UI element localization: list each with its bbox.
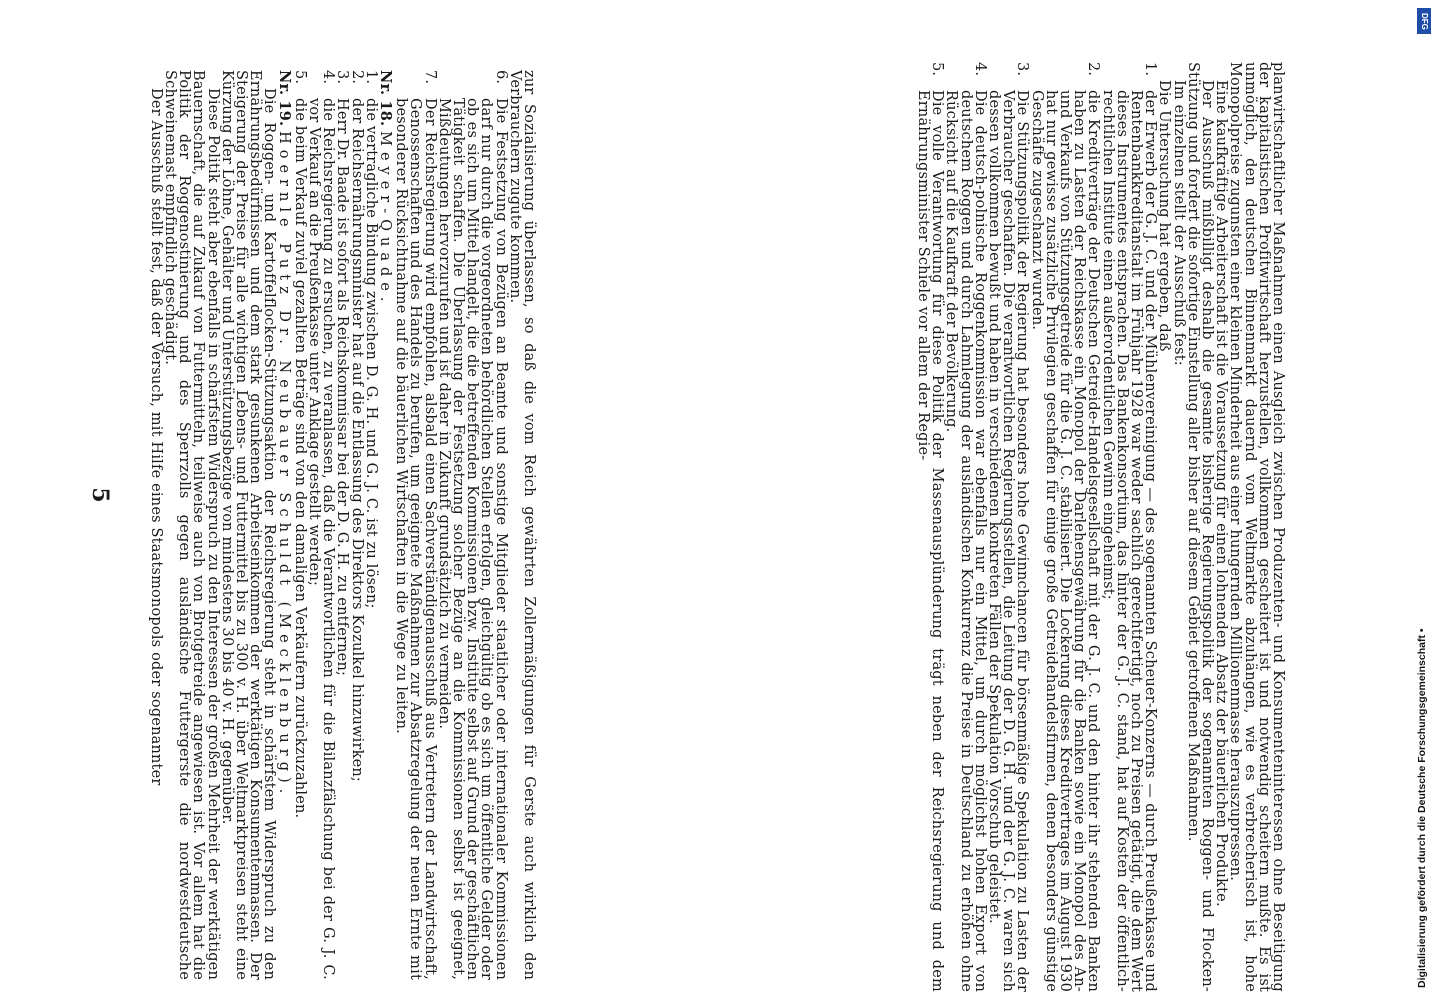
item-number: 3. [1014, 62, 1031, 77]
item-number: 1. [362, 70, 379, 85]
item-text: Herr Dr. Baade ist sofort als Reichskommissar bei der D. G. H. zu entfernen; [334, 98, 351, 677]
continued-paragraph: zur Sozialisierung überlassen, so daß die vom Reich gewährten Zollermäßigungen für Gerste auch wirklich den Verbrauchern zugute kommen. [506, 70, 537, 980]
findings-list [916, 62, 1157, 992]
item-number: 2. [348, 70, 365, 85]
motion-author: Hoernle Putz Dr. Neubauer Schuldt (Mecklenburg). [275, 131, 292, 800]
item-number: 4. [320, 70, 337, 85]
motion-heading-nr18 [378, 70, 392, 980]
item-text: die beim Verkauf zuviel gezahlten Beträge sind von den damaligen Verkäufern zurückzuzahlen. [291, 98, 308, 819]
motion-number: Nr. 19. [275, 70, 293, 127]
item-text: Der Reichsregierung wird empfohlen, alsbald einen Sachverständigenausschuß aus Vertretern der Landwirtschaft, Genossenschaften und des Handels zu berufen, um geeignete Maßnahmen zur Absatzregelung der neuen Ernte mit besonderer Rücksichtnahme auf die bäuerlichen Wirtschaften in die Wege zu leiten. [393, 98, 438, 980]
paragraph: Im einzelnen stellt der Ausschuß fest: [1170, 80, 1187, 366]
item-text: der Erwerb der G. J. C. und der Mühlenvereinigung — des sogenannten Scheuer-Konzerns — durch Preußenkasse und Rentenbankkreditanstalt im Frühjahr 1928 war weder sachlich gerechtfertigt, noch zu Preisen getätigt, die dem Wert dieses Instrumentes entsprachen. Das Bankenkonsortium, das hinter der G. J. C. stand, hat auf Kosten der öffentlich-rechtlichen Institute einen außerordentlichen Gewinn eingeheimst; [1099, 90, 1159, 992]
item-text: die Kreditverträge der Deutschen Getreide-Handelsgesellschaft mit der G. J. C. und den hinter ihr stehenden Banken haben zu Lasten der Reichskasse ein Monopol der Darlehensgewährung für die Banken sowie ein Monopol des An- und Verkaufs von Stützungsgetreide für die G. J. C. stabilisiert. Die Lockerung dieses Kreditvertrages im August 1930 hat nur gewisse zusätzliche Privilegien geschaffen für einige große Getreidehandelsfirmen, denen besonders günstige Geschäfte zugeschanzt wurden. [1028, 90, 1102, 992]
list-item [349, 70, 363, 980]
paragraph: Der Ausschuß stellt fest, daß der Versuch, mit Hilfe eines Staatsmonopols oder sogenannter [147, 88, 164, 786]
paragraph: Die Roggen- und Kartoffelflocken-Stützungsaktion der Reichsregierung steht in schärfstem Widerspruch zu den Ernährungsbedürfnissen und dem stark gesunkenen Arbeitseinkommen der werktätigen Konsumentenmassen. Der Steigerung der Preise für alle wichtigen Lebens- und Futtermittel bis zu 300 v. H. über Weltmarktpreisen steht eine Kürzung der Löhne, Gehälter und Unterstützungsbezüge von mindestens 30 bis 40 v. H. gegenüber. [218, 70, 278, 980]
paragraph: Die Untersuchung hat ergeben, daß [1156, 80, 1173, 352]
item-number: 1. [1142, 62, 1159, 77]
list-item [1029, 62, 1100, 992]
list-item [987, 62, 1030, 992]
paragraph: Diese Politik steht aber ebenfalls in schärfstem Widerspruch zu den Interessen der großen Mehrheit der werktätigen Bauernschaft, die auf Zukauf von Futtermitteln, teilweise auch von Brotgetreide angewiesen ist. Vor allem hat die Politik der Roggenostinierung und des Sperrzolls gegen ausländische Futtergerste die nordwestdeutsche Schweinemast empfindlich geschädigt. [161, 70, 221, 980]
item-number: 3. [334, 70, 351, 85]
item-text: die vertragliche Bindung zwischen D. G. H. und G. J. C. ist zu lösen; [362, 98, 379, 609]
motion-heading-nr19 [275, 70, 293, 980]
paragraph: Der Ausschuß mißbilligt deshalb die gesamte bisherige Regierungspolitik der sogenannten Roggen- und Flocken-Stützung und fordert die sofortige Einstellung aller bisher auf diesem Gebiet getroffenen Maßnahmen. [1184, 62, 1215, 992]
item-number: 6. [492, 70, 509, 85]
item-number: 5. [291, 70, 308, 85]
list-item [394, 70, 437, 980]
list-item [307, 70, 335, 980]
list-item [293, 70, 307, 980]
item-text: Die Festsetzung von Bezügen an Beamte und sonstige Mitglieder staatlicher oder internationaler Kommissionen darf nur durch die vorgeordneten behördlichen Stellen erfolgen, gleichgültig ob es sich um öffentliche Gelder oder ob es sich um Mittel handelt, die die betreffenden Kommissionen bzw. Institute selbst auf Grund der geschäftlichen Tätigkeit schaffen. Die Überlassung der Festsetzung solcher Bezüge an die Kommissionen selbst ist geeignet, Mißdeutungen hervorzurufen und ist daher in Zukunft grundsätzlich zu vermeiden. [435, 98, 509, 980]
list-item [1100, 62, 1157, 992]
item-number: 2. [1085, 62, 1102, 77]
dfg-logo: DFG [1417, 8, 1431, 34]
item-text: Die deutsch-polnische Roggenkommission war ebenfalls nur ein Mittel, um durch möglichst hohen Export von deutschem Roggen und durch Lahmlegung der ausländischen Konkurrenz die Preise in Deutschland zu erhöhen ohne Rücksicht auf die Kaufkraft der Bevölkerung. [943, 90, 988, 992]
motion-number: Nr. 18. [376, 70, 394, 127]
list-item [437, 70, 508, 980]
item-text: Die Stützungspolitik der Regierung hat besonders hohe Gewinnchancen für börsenmäßige Spekulation zu Lasten der Verbraucher geschaffen. Die verantwortlichen Regierungsstellen, die Leitung der D. G. H. und der G. J. C. waren sich dessen vollkommen bewußt und haben in verschiedenen konkreten Fällen der Spekulation Vorschub geleistet. [985, 90, 1031, 992]
right-text-column [916, 62, 1285, 992]
item-text: Die volle Verantwortung für diese Politik der Massenausplünderung trägt neben der Reichsregierung und dem Ernährungsminister Schiele vor allem der Regie- [914, 90, 946, 992]
list-item [364, 70, 378, 980]
item-number: 5. [929, 62, 946, 77]
digitization-notice: Digitalisierung gefördert durch die Deutsche Forschungsgemeinschaft • [1416, 628, 1428, 988]
list-item [944, 62, 987, 992]
item-number: 4. [971, 62, 988, 77]
paragraph: planwirtschaftlicher Maßnahmen einen Ausgleich zwischen Produzenten- und Konsumenteninteressen ohne Beseitigung der kapitalistischen Profitwirtschaft herzustellen, vollkommen gescheitert ist und notwendig scheitern mußte. Es ist unmöglich, den deutschen Binnenmarkt dauernd vom Weltmarkte abzuhängen, wie es verbrecherisch ist, hohe Monopolpreise zugunsten einer kleinen Minderheit aus einer hungernden Millionenmasse herauszupressen. [1227, 62, 1286, 992]
nr18-list [293, 70, 378, 980]
list-item [335, 70, 349, 980]
paragraph: Eine kaufkräftige Arbeiterschaft ist die Voraussetzung für einen lohnenden Absatz der bäuerlichen Produkte. [1213, 80, 1230, 907]
motion-author: Meyer-Quade. [376, 131, 393, 308]
item-text: der Reichsernährungsminister hat auf die Entlassung des Direktors Kozulkel hinzuwirken; [348, 98, 365, 783]
list-item [916, 62, 944, 992]
page-number: 5 [87, 487, 113, 503]
item-number: 7. [421, 70, 438, 85]
item-text: die Reichsregierung zu ersuchen, zu veranlassen, daß die Verantwortlichen für die Bilanzfälschung bei der G. J. C. vor Verkauf an die Preußenkasse unter Anklage gestellt werden; [305, 98, 337, 980]
left-text-column [149, 70, 536, 980]
